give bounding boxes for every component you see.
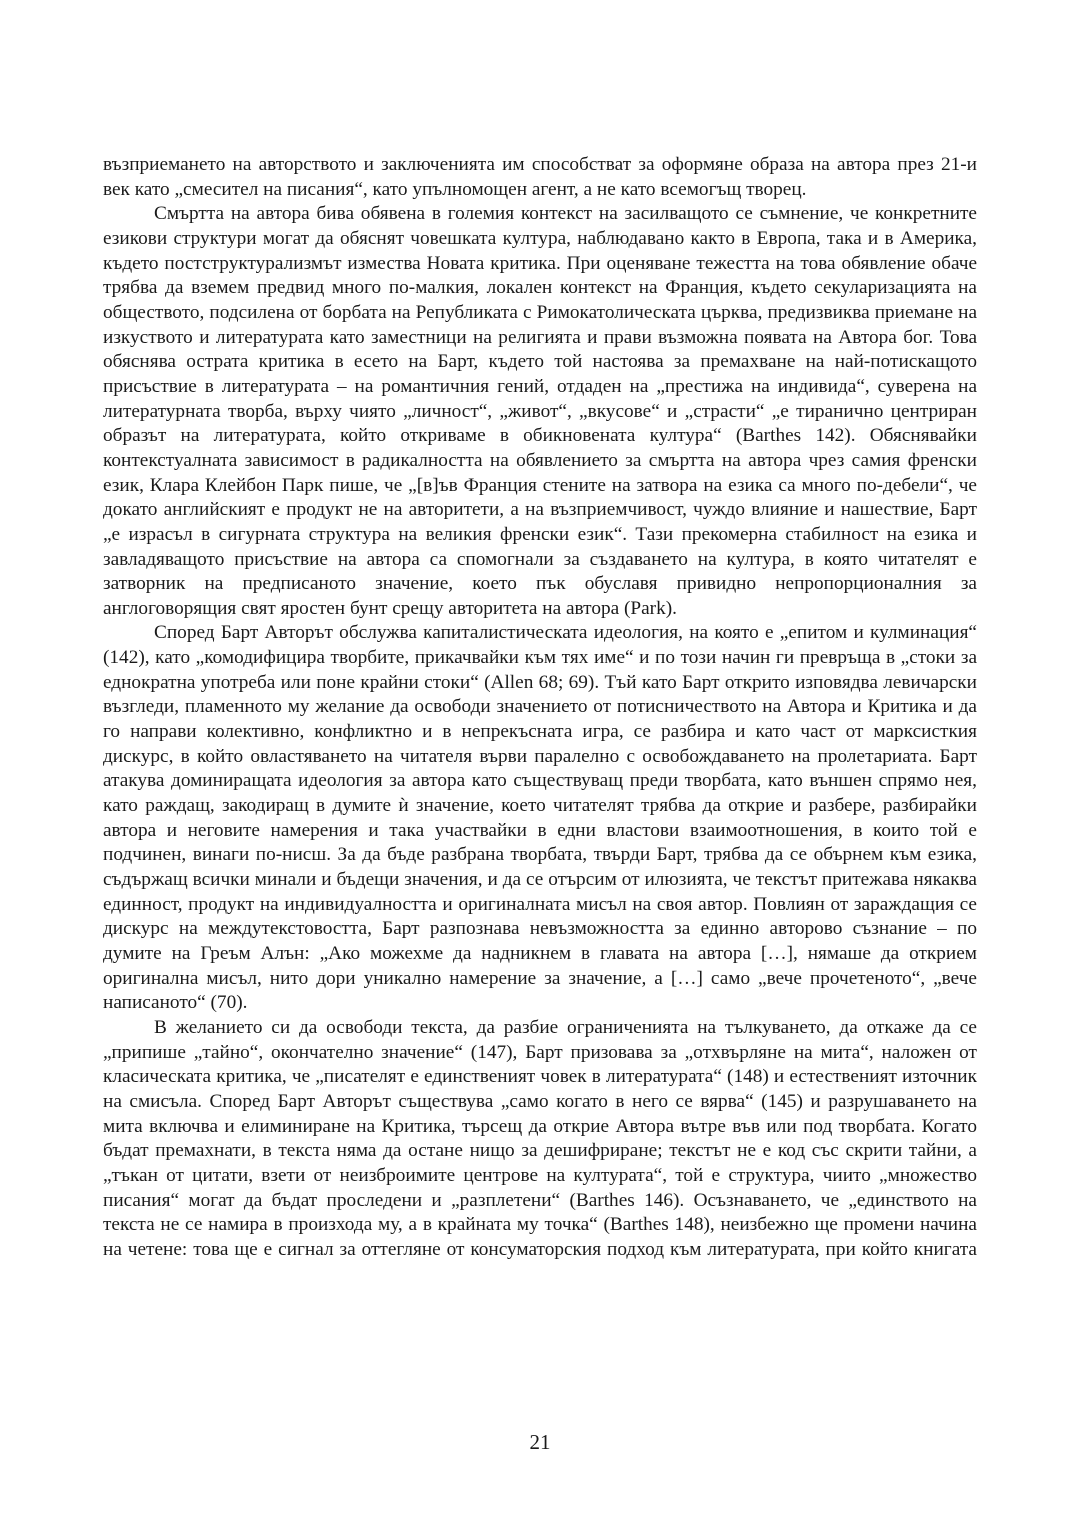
paragraph-1: възприемането на авторството и заключенията им способстват за оформяне образа на автора през 21-и век като „смесител на писания“, като упълномощен агент, а не като всемогъщ творец. (103, 154, 977, 200)
body-text (103, 153, 977, 1263)
page-number: 21 (529, 1430, 551, 1454)
paragraph-2: Смъртта на автора бива обявена в големия контекст на засилващото се съмнение, че конкретните езикови структури могат да обяснят човешката култура, наблюдавано както в Европа, така и в Америка, където постструктурализмът измества Новата критика. При оценяване тежестта на това обявление обаче трябва да вземем предвид много по-малкия, локален контекст на Франция, където секуларизацията на обществото, подсилена от борбата на Републиката с Римокатолическата църква, предизвиква приемане на изкуството и литературата като заместници на религията и прави възможна появата на Автора бог. Това обяснява острата критика в есето на Барт, където той настоява за премахване на най-потискащото присъствие в литературата – на романтичния гений, отдаден на „престижа на индивида“, суверена на литературната творба, върху чиято „личност“, „живот“, „вкусове“ и „страсти“ „е тиранично центриран образът на литературата, който откриваме в обикновената култура“ (Barthes 142). Обяснявайки контекстуалната зависимост в радикалността на обявлението за смъртта на автора чрез самия френски език, Клара Клейбон Парк пише, че „[в]ъв Франция стените на затвора на езика са много по-дебели“, че докато английският е продукт не на авторитети, а на възприемчивост, чуждо влияние и нашествие, Барт „е израсъл в сигурната структура на великия френски език“. Тази прекомерна стабилност на езика и завладяващото присъствие на автора са спомогнали за създаването на култура, в която читателят е затворник на предписаното значение, което пък обуславя привидно непропорционалния за англоговорящия свят яростен бунт срещу авторитета на автора (Park). (103, 203, 977, 619)
paragraph-4: В желанието си да освободи текста, да разбие ограниченията на тълкуването, да откаже да се „припише „тайно“, окончателно значение“ (147), Барт призовава за „отхвърляне на мита“, наложен от класическата критика, че „писателят е единственият човек в литературата“ (148) и естественият източник на смисъла. Според Барт Авторът съществува „само когато в него се вярва“ (145) и разрушаването на мита включва и елиминиране на Критика, търсещ да открие Автора вътре във или под творбата. Когато бъдат премахнати, в текста няма да остане нищо за дешифриране; текстът не е код със скрити тайни, а „тъкан от цитати, взети от неизброимите центрове на културата“, той е структура, чиито „множество писания“ могат да бъдат проследени и „разплетени“ (Barthes 146). Осъзнаването, че „единството на текста не се намира в произхода му, а в крайната му точка“ (Barthes 148), неизбежно ще промени начина на четене: това ще е сигнал за оттегляне от консуматорския подход към литературата, при който книгата (103, 1016, 977, 1260)
paragraph-3: Според Барт Авторът обслужва капиталистическата идеология, на която е „епитом и кулминация“ (142), като „комодифицира творбите, прикачвайки към тях име“ и по този начин ги превръща в „стоки за еднократна употреба или поне крайни стоки“ (Allen 68; 69). Тъй като Барт открито изповядва левичарски възгледи, пламенното му желание да освободи значението от потисничеството на Автора и Критика и да го направи колективно, конфликтно и в непрекъсната игра, се разбира и като част от марксисткия дискурс, в който овластяването на читателя върви паралелно с освобождаването на пролетариата. Барт атакува доминиращата идеология за автора като съществуващ преди творбата, като външен спрямо нея, като раждащ, закодиращ в думите ѝ значение, което читателят трябва да открие и разбере, разбирайки автора и неговите намерения и така участвайки в едни властови взаимоотношения, в които той е подчинен, винаги по-нисш. За да бъде разбрана творбата, твърди Барт, трябва да се обърнем към езика, съдържащ всички минали и бъдещи значения, и да се отърсим от илюзията, че текстът притежава някаква единност, продукт на индивидуалността и оригиналната мисъл на своя автор. Повлиян от зараждащия се дискурс на междутекстовостта, Барт разпознава невъзможността за единно авторово съзнание – по думите на Греъм Алън: „Ако можехме да надникнем в главата на автора […], нямаше да открием оригинална мисъл, нито дори уникално намерение за значение, а […] само „вече прочетеното“, „вече написаното“ (70). (103, 622, 977, 1014)
